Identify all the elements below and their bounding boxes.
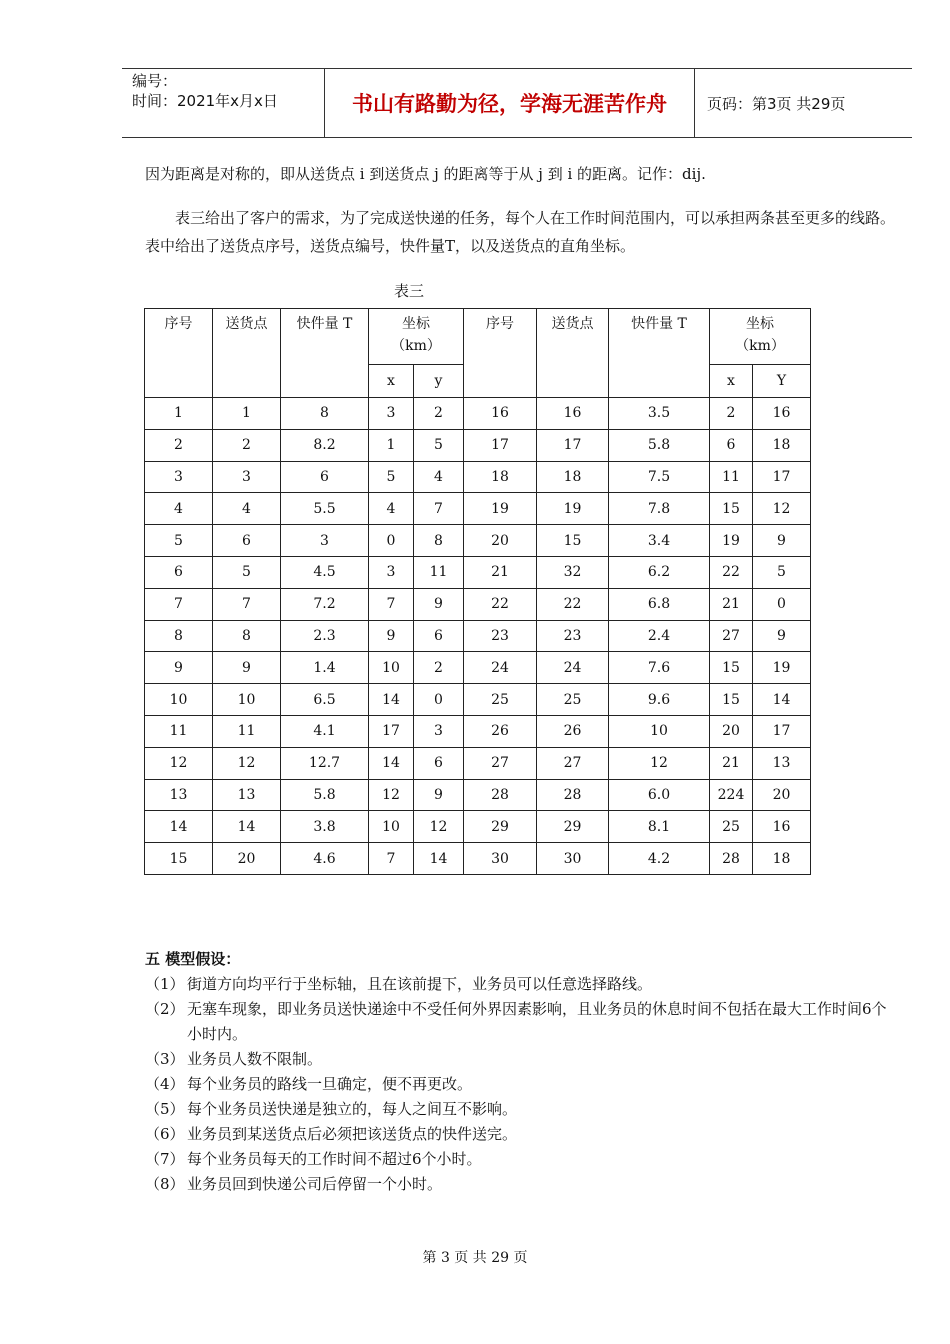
table-cell: 26	[464, 715, 537, 747]
table-cell: 4.6	[281, 843, 369, 875]
table-cell: 2	[145, 429, 213, 461]
table-cell: 3.8	[281, 811, 369, 843]
assumption-text: 业务员回到快递公司后停留一个小时。	[187, 1175, 443, 1193]
header-coord-2	[710, 309, 811, 365]
table-cell: 16	[753, 398, 811, 430]
table-cell: 25	[710, 811, 753, 843]
table-cell: 16	[753, 811, 811, 843]
assumption-item	[145, 1072, 895, 1097]
table-cell: 8.2	[281, 429, 369, 461]
table-cell: 5	[213, 556, 281, 588]
header-y: y	[414, 365, 464, 398]
table-cell: 25	[537, 684, 609, 716]
table-cell: 30	[537, 843, 609, 875]
table-row	[145, 811, 811, 843]
table-cell: 5	[145, 525, 213, 557]
table-cell: 22	[464, 588, 537, 620]
table-cell: 29	[464, 811, 537, 843]
table-cell: 20	[710, 715, 753, 747]
header-seq-2: 序号	[464, 309, 537, 398]
table-cell: 7.5	[609, 461, 710, 493]
time-label: 时间：2021年x月x日	[132, 92, 278, 110]
table-cell: 23	[537, 620, 609, 652]
table-row	[145, 461, 811, 493]
table-cell: 10	[145, 684, 213, 716]
table-cell: 13	[145, 779, 213, 811]
table-cell: 15	[537, 525, 609, 557]
table-cell: 25	[464, 684, 537, 716]
table-cell: 5.8	[281, 779, 369, 811]
table-cell: 1.4	[281, 652, 369, 684]
table-cell: 7	[414, 493, 464, 525]
header-page-info: 页码：第3页 共29页	[707, 94, 846, 113]
assumption-number: （1）	[145, 975, 185, 993]
table-cell: 1	[145, 398, 213, 430]
table-cell: 13	[213, 779, 281, 811]
table-cell: 224	[710, 779, 753, 811]
table-cell: 3	[369, 398, 414, 430]
table-cell: 30	[464, 843, 537, 875]
coord-label-2: 坐标	[746, 316, 774, 332]
table-cell: 2.4	[609, 620, 710, 652]
table-cell: 2	[213, 429, 281, 461]
table-cell: 9	[145, 652, 213, 684]
table-cell: 26	[537, 715, 609, 747]
table-cell: 5	[753, 556, 811, 588]
header-motto: 书山有路勤为径，学海无涯苦作舟	[324, 69, 695, 137]
table-cell: 14	[414, 843, 464, 875]
assumption-number: （8）	[145, 1175, 185, 1193]
table-cell: 12	[369, 779, 414, 811]
header-qty-2: 快件量 T	[609, 309, 710, 398]
table-cell: 23	[464, 620, 537, 652]
table-cell: 14	[369, 747, 414, 779]
assumption-item	[145, 997, 895, 1047]
table-cell: 17	[369, 715, 414, 747]
table-cell: 27	[537, 747, 609, 779]
table-cell: 32	[537, 556, 609, 588]
table-cell: 8	[145, 620, 213, 652]
header-y-2: Y	[753, 365, 811, 398]
table-cell: 27	[464, 747, 537, 779]
table-row	[145, 684, 811, 716]
table-cell: 5	[414, 429, 464, 461]
table-cell: 3.4	[609, 525, 710, 557]
table-cell: 9	[414, 588, 464, 620]
table-cell: 28	[464, 779, 537, 811]
assumption-item	[145, 1122, 895, 1147]
table-cell: 7	[369, 843, 414, 875]
assumptions-list	[145, 972, 895, 1197]
header-x-2: x	[710, 365, 753, 398]
table-cell: 14	[213, 811, 281, 843]
header-x: x	[369, 365, 414, 398]
table-cell: 6	[213, 525, 281, 557]
table-cell: 1	[369, 429, 414, 461]
table-cell: 9	[369, 620, 414, 652]
table-cell: 12	[414, 811, 464, 843]
header-left	[122, 69, 324, 137]
assumption-number: （3）	[145, 1050, 185, 1068]
table-cell: 20	[753, 779, 811, 811]
table-cell: 21	[710, 588, 753, 620]
table-cell: 2	[414, 398, 464, 430]
table-cell: 10	[213, 684, 281, 716]
table-row	[145, 398, 811, 430]
table-cell: 15	[710, 652, 753, 684]
assumption-text: 每个业务员送快递是独立的，每人之间互不影响。	[187, 1100, 518, 1118]
table-cell: 7	[369, 588, 414, 620]
assumption-number: （2）	[145, 1000, 185, 1018]
table-cell: 16	[537, 398, 609, 430]
table-cell: 8	[213, 620, 281, 652]
table-cell: 17	[537, 429, 609, 461]
table-cell: 12	[213, 747, 281, 779]
table-cell: 4	[369, 493, 414, 525]
table-row	[145, 779, 811, 811]
table-cell: 14	[753, 684, 811, 716]
table-cell: 11	[710, 461, 753, 493]
table-cell: 0	[414, 684, 464, 716]
table-cell: 8	[414, 525, 464, 557]
page-header	[122, 68, 912, 138]
assumption-item	[145, 1147, 895, 1172]
table-cell: 8	[281, 398, 369, 430]
table-cell: 3	[281, 525, 369, 557]
table-cell: 11	[145, 715, 213, 747]
table-cell: 12	[145, 747, 213, 779]
table-cell: 19	[753, 652, 811, 684]
table-cell: 12	[609, 747, 710, 779]
table-cell: 20	[464, 525, 537, 557]
table-caption: 表三	[394, 282, 425, 300]
table-cell: 7	[213, 588, 281, 620]
table-cell: 22	[537, 588, 609, 620]
table-cell: 0	[369, 525, 414, 557]
assumption-item	[145, 972, 895, 997]
table-cell: 3.5	[609, 398, 710, 430]
table-cell: 24	[464, 652, 537, 684]
table-cell: 6	[414, 620, 464, 652]
table-cell: 3	[145, 461, 213, 493]
table-cell: 13	[753, 747, 811, 779]
table-row	[145, 429, 811, 461]
table-cell: 21	[710, 747, 753, 779]
table-cell: 27	[710, 620, 753, 652]
table-cell: 29	[537, 811, 609, 843]
table-cell: 0	[753, 588, 811, 620]
page-footer: 第 3 页 共 29 页	[422, 1250, 528, 1266]
table-cell: 22	[710, 556, 753, 588]
table-cell: 7.2	[281, 588, 369, 620]
table-cell: 14	[369, 684, 414, 716]
coord-label: 坐标	[402, 316, 430, 332]
assumption-number: （6）	[145, 1125, 185, 1143]
paragraph-distance: 因为距离是对称的，即从送货点 i 到送货点 j 的距离等于从 j 到 i 的距离。记作：dij.	[145, 165, 706, 183]
table-cell: 4	[414, 461, 464, 493]
section-title: 五 模型假设：	[145, 950, 241, 968]
delivery-points-table	[144, 308, 811, 875]
assumption-number: （5）	[145, 1100, 185, 1118]
header-seq: 序号	[145, 309, 213, 398]
table-cell: 4.5	[281, 556, 369, 588]
table-cell: 28	[537, 779, 609, 811]
table-cell: 19	[537, 493, 609, 525]
table-cell: 18	[753, 843, 811, 875]
table-cell: 6.0	[609, 779, 710, 811]
table-row	[145, 715, 811, 747]
table-cell: 28	[710, 843, 753, 875]
assumption-text: 每个业务员的路线一旦确定，便不再更改。	[187, 1075, 473, 1093]
table-cell: 9	[753, 525, 811, 557]
table-cell: 18	[753, 429, 811, 461]
table-row	[145, 556, 811, 588]
table-cell: 12	[753, 493, 811, 525]
assumption-text: 业务员人数不限制。	[187, 1050, 323, 1068]
table-cell: 19	[464, 493, 537, 525]
table-cell: 4.1	[281, 715, 369, 747]
table-row	[145, 525, 811, 557]
assumption-text: 无塞车现象，即业务员送快递途中不受任何外界因素影响，且业务员的休息时间不包括在最大工作时间6个小时内。	[187, 1000, 887, 1043]
coord-unit-2: （km）	[735, 338, 785, 354]
header-point: 送货点	[213, 309, 281, 398]
table-cell: 7.6	[609, 652, 710, 684]
table-cell: 6	[145, 556, 213, 588]
assumption-item	[145, 1172, 895, 1197]
table-cell: 3	[414, 715, 464, 747]
assumption-number: （4）	[145, 1075, 185, 1093]
table-cell: 9.6	[609, 684, 710, 716]
assumption-number: （7）	[145, 1150, 185, 1168]
table-cell: 16	[464, 398, 537, 430]
table-row	[145, 652, 811, 684]
table-cell: 6	[710, 429, 753, 461]
coord-unit: （km）	[391, 338, 441, 354]
header-point-2: 送货点	[537, 309, 609, 398]
table-cell: 6.2	[609, 556, 710, 588]
table-cell: 17	[753, 715, 811, 747]
table-cell: 9	[753, 620, 811, 652]
table-cell: 7.8	[609, 493, 710, 525]
table-cell: 8.1	[609, 811, 710, 843]
table-row	[145, 747, 811, 779]
table-cell: 17	[753, 461, 811, 493]
table-cell: 10	[369, 811, 414, 843]
table-cell: 1	[213, 398, 281, 430]
table-cell: 4.2	[609, 843, 710, 875]
table-cell: 2	[414, 652, 464, 684]
table-cell: 11	[213, 715, 281, 747]
table-cell: 9	[414, 779, 464, 811]
assumption-text: 业务员到某送货点后必须把该送货点的快件送完。	[187, 1125, 518, 1143]
table-row	[145, 493, 811, 525]
assumption-item	[145, 1097, 895, 1122]
assumption-item	[145, 1047, 895, 1072]
assumption-text: 街道方向均平行于坐标轴，且在该前提下，业务员可以任意选择路线。	[187, 975, 653, 993]
table-cell: 9	[213, 652, 281, 684]
table-cell: 2	[710, 398, 753, 430]
table-cell: 5.5	[281, 493, 369, 525]
table-cell: 24	[537, 652, 609, 684]
table-cell: 11	[414, 556, 464, 588]
table-cell: 6	[414, 747, 464, 779]
table-cell: 5	[369, 461, 414, 493]
table-cell: 15	[710, 493, 753, 525]
table-row	[145, 843, 811, 875]
assumption-text: 每个业务员每天的工作时间不超过6个小时。	[187, 1150, 482, 1168]
table-cell: 5.8	[609, 429, 710, 461]
table-cell: 6.5	[281, 684, 369, 716]
table-cell: 12.7	[281, 747, 369, 779]
table-cell: 7	[145, 588, 213, 620]
table-row	[145, 620, 811, 652]
table-cell: 3	[369, 556, 414, 588]
paragraph-table-intro: 表三给出了客户的需求，为了完成送快递的任务，每个人在工作时间范围内，可以承担两条甚至更多的线路。表中给出了送货点序号，送货点编号，快件量T，以及送货点的直角坐标。	[145, 209, 896, 255]
table-cell: 14	[145, 811, 213, 843]
table-cell: 19	[710, 525, 753, 557]
number-label: 编号：	[132, 72, 178, 90]
table-cell: 2.3	[281, 620, 369, 652]
table-cell: 4	[213, 493, 281, 525]
table-cell: 10	[369, 652, 414, 684]
table-cell: 4	[145, 493, 213, 525]
table-cell: 18	[537, 461, 609, 493]
table-cell: 6	[281, 461, 369, 493]
header-coord	[369, 309, 464, 365]
table-cell: 6.8	[609, 588, 710, 620]
table-cell: 10	[609, 715, 710, 747]
table-cell: 3	[213, 461, 281, 493]
table-cell: 18	[464, 461, 537, 493]
table-cell: 15	[145, 843, 213, 875]
header-qty: 快件量 T	[281, 309, 369, 398]
table-cell: 17	[464, 429, 537, 461]
table-cell: 21	[464, 556, 537, 588]
table-row	[145, 588, 811, 620]
table-cell: 20	[213, 843, 281, 875]
table-cell: 15	[710, 684, 753, 716]
